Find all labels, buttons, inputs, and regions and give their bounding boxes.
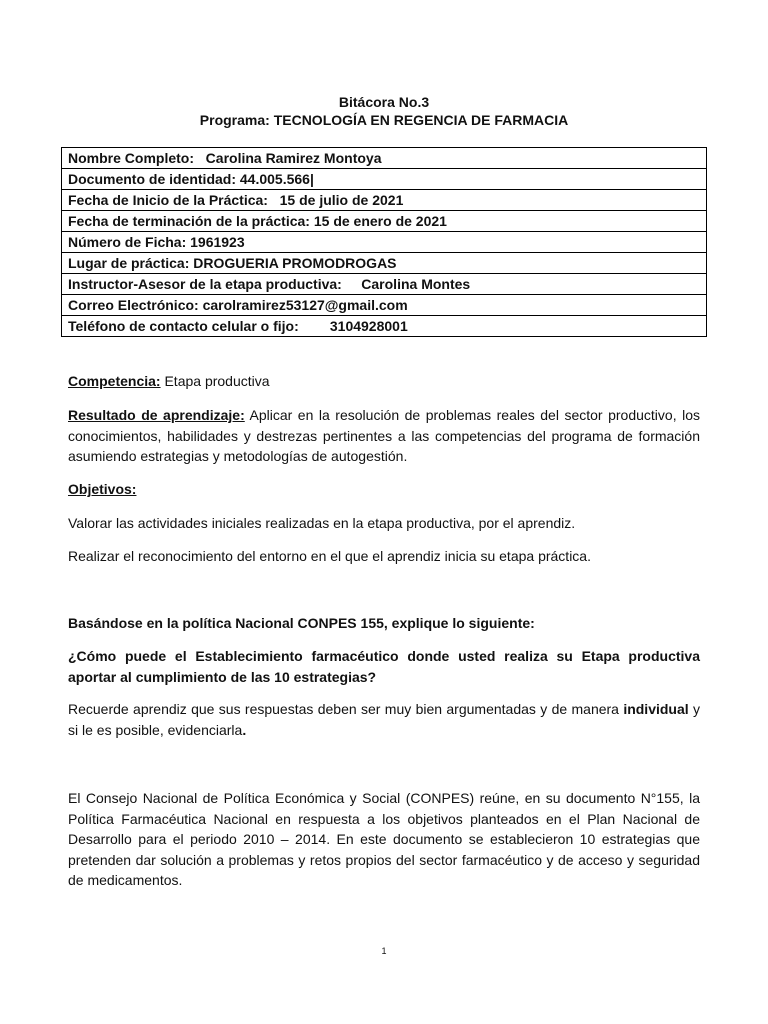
learning-outcome-paragraph: [68, 405, 700, 467]
table-row: [62, 169, 707, 190]
email-cell: Correo Electrónico: carolramirez53127@gmail.com: [62, 295, 707, 316]
learning-outcome-label: Resultado de aprendizaje:: [68, 407, 245, 423]
table-row: [62, 316, 707, 337]
question-text: ¿Cómo puede el Establecimiento farmacéutico donde usted realiza su Etapa productiva aportar al cumplimiento de las 10 estrategias?: [68, 648, 700, 685]
answer-paragraph: El Consejo Nacional de Política Económica y Social (CONPES) reúne, en su documento N°155, la Política Farmacéutica Nacional en respuesta a los objetivos planteados en el Plan Nacional de Desarrollo para el periodo 2010 – 2014. En este documento se establecieron 10 estrategias que pretenden dar solución a problemas y retos propios del sector farmacéutico y de acceso y seguridad de medicamentos.: [68, 790, 700, 888]
end-date-cell: Fecha de terminación de la práctica: 15 de enero de 2021: [62, 211, 707, 232]
note-emphasis: individual: [623, 701, 689, 717]
note-text: y si le es posible, evidenciarla: [68, 701, 700, 738]
learning-outcome-value: Aplicar en la resolución de problemas reales del sector productivo, los conocimientos, habilidades y destrezas pertinentes a las competencias del programa de formación asumiendo estrategias y metodologías de autogestión.: [68, 407, 701, 464]
program-title: Programa: TECNOLOGÍA EN REGENCIA DE FARMACIA: [199, 112, 569, 128]
table-row: [62, 295, 707, 316]
table-row: [62, 148, 707, 169]
page-number: 1: [381, 946, 387, 956]
note-text: Recuerde aprendiz que sus respuestas deben ser muy bien argumentadas y de manera: [68, 701, 624, 717]
student-note: [68, 699, 700, 740]
table-row: [62, 253, 707, 274]
table-row: [62, 211, 707, 232]
objectives-label: Objetivos:: [68, 481, 137, 497]
phone-cell: Teléfono de contacto celular o fijo: 3104928001: [62, 316, 707, 337]
student-info-table: [61, 147, 707, 337]
full-name-cell: Nombre Completo: Carolina Ramirez Montoya: [62, 148, 707, 169]
competency-paragraph: [68, 371, 700, 392]
id-document-cell: Documento de identidad: 44.005.566|: [62, 169, 707, 190]
table-row: [62, 232, 707, 253]
note-period: .: [242, 721, 247, 738]
competency-value: Etapa productiva: [160, 373, 270, 389]
objective-item: Realizar el reconocimiento del entorno en el que el aprendiz inicia su etapa práctica.: [68, 548, 591, 564]
table-row: [62, 190, 707, 211]
start-date-cell: Fecha de Inicio de la Práctica: 15 de julio de 2021: [62, 190, 707, 211]
objectives-heading: [68, 479, 700, 500]
table-row: [62, 274, 707, 295]
instructor-cell: Instructor-Asesor de la etapa productiva: Carolina Montes: [62, 274, 707, 295]
log-title: Bitácora No.3: [338, 94, 430, 110]
question-intro: Basándose en la política Nacional CONPES 155, explique lo siguiente:: [68, 615, 535, 631]
practice-place-cell: Lugar de práctica: DROGUERIA PROMODROGAS: [62, 253, 707, 274]
competency-label: Competencia:: [68, 373, 161, 389]
objective-item: Valorar las actividades iniciales realizadas en la etapa productiva, por el aprendiz.: [68, 515, 576, 531]
file-number-cell: Número de Ficha: 1961923: [62, 232, 707, 253]
